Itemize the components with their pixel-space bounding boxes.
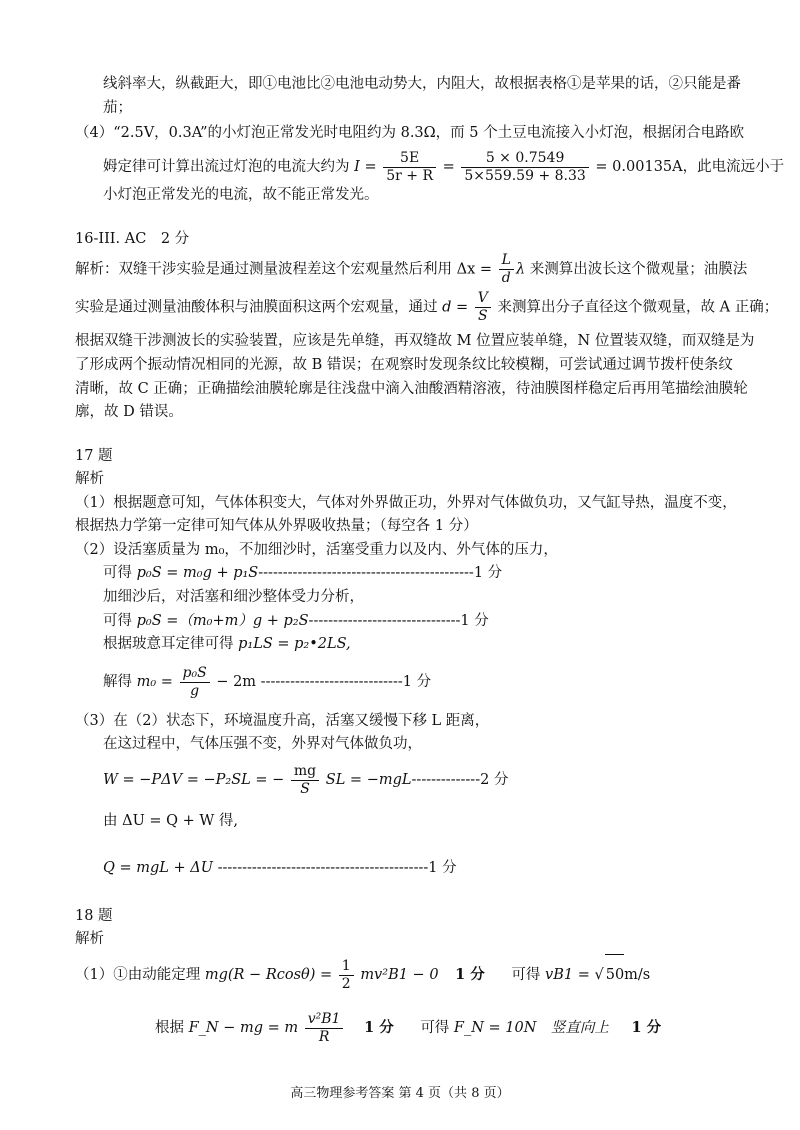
fraction (461, 150, 588, 185)
denominator: g (190, 682, 200, 699)
numerator: 1 (339, 958, 354, 976)
text-line: 廓，故 D 错误。 (75, 404, 183, 420)
text: 可得 (103, 565, 132, 581)
math: vB1 = (545, 967, 590, 983)
denominator: d (501, 270, 511, 286)
text: 解析：双缝干涉实验是通过测量波程差这个宏观量然后利用 (75, 261, 452, 278)
denominator: 5r + R (386, 167, 433, 184)
text-line: 解析 (75, 931, 104, 947)
fraction (383, 150, 436, 185)
math: p₁LS = p₂•2LS, (238, 636, 351, 652)
text: 解得 (103, 674, 132, 690)
radicand: 50 (605, 954, 624, 995)
text-line: 茄； (103, 100, 132, 116)
score-leader: -------------------------------1 分 (308, 613, 489, 629)
formula-line (103, 634, 351, 654)
formula-line (155, 1006, 661, 1050)
text-line: （2）设活塞质量为 m₀，不加细沙时，活塞受重力以及内、外气体的压力， (75, 542, 558, 558)
numerator: L (499, 252, 514, 270)
fraction (499, 252, 514, 287)
math: I = (354, 159, 377, 175)
numerator: v²B1 (305, 1011, 344, 1029)
math: d = (442, 299, 469, 316)
text-line: 加细沙后，对活塞和细沙整体受力分析， (103, 589, 364, 605)
text-line: 解析 (75, 471, 104, 487)
fraction (475, 290, 491, 325)
text: 实验是通过测量油酸体积与油膜面积这两个宏观量，通过 (75, 299, 438, 316)
section-heading: 17 题 (75, 448, 113, 464)
text-line: 线斜率大，纵截距大，即①电池比②电池电动势大，内阻大，故根据表格①是苹果的话，②只能是番 (103, 76, 741, 92)
math: SL = −mgL (325, 772, 412, 788)
text: 姆定律可计算出流过灯泡的电流大约为 (103, 159, 350, 175)
text: 可得 (420, 1020, 450, 1036)
text-line: 了形成两个振动情况相同的光源，故 B 错误；在观察时发现条纹比较模糊，可尝试通过调节拨杆使条纹 (75, 357, 733, 373)
denominator: R (318, 1028, 330, 1045)
score: 1 分 (364, 1019, 394, 1036)
section-heading: 16-III. AC 2 分 (75, 231, 190, 247)
text-line: （3）在（2）状态下，环境温度升高，活塞又缓慢下移 L 距离， (75, 713, 490, 729)
math: Q = mgL + ΔU (103, 860, 213, 876)
denominator: 5×559.59 + 8.33 (464, 167, 586, 184)
formula-line (75, 954, 650, 995)
formula-line (103, 611, 489, 631)
math: F_N = 10N 竖直向上 (453, 1020, 609, 1036)
page-footer: 高三物理参考答案 第 4 页（共 8 页） (290, 1086, 510, 1101)
denominator: 2 (341, 975, 351, 992)
math: − 2m (216, 674, 257, 690)
numerator: mg (291, 763, 319, 781)
math: Δx = (456, 261, 493, 278)
formula-line: 由 ΔU = Q + W 得, (103, 813, 239, 829)
math: √ 50 (594, 967, 624, 983)
text: 来测算出分子直径这个微观量，故 A 正确； (497, 299, 779, 316)
math: λ (515, 261, 526, 278)
math: W = −PΔV = −P₂SL = − (103, 772, 285, 788)
text: 可得 (103, 613, 132, 629)
math: mg(R − Rcosθ) = (204, 967, 333, 983)
math: m₀ = (136, 674, 173, 690)
formula-line (103, 858, 457, 878)
formula-line (103, 563, 502, 583)
text-line: （4）“2.5V，0.3A”的小灯泡正常发光时电阻约为 8.3Ω，而 5 个土豆电流接入小灯泡，根据闭合电路欧 (75, 125, 745, 141)
text-line: 清晰，故 C 正确；正确描绘油膜轮廓是往浅盘中滴入油酸酒精溶液，待油膜图样稳定后再用笔描绘油膜轮 (75, 381, 748, 397)
text: 根据 (155, 1020, 184, 1036)
score-leader: --------------------------------------------1 分 (258, 565, 503, 581)
text-line: 根据热力学第一定律可知气体从外界吸收热量；（每空各 1 分） (75, 518, 478, 534)
section-heading: 18 题 (75, 908, 113, 924)
math: p₀S = m₀g + p₁S (136, 565, 259, 581)
numerator: p₀S (180, 665, 210, 683)
fraction (339, 958, 354, 993)
numerator: 5E (383, 150, 436, 168)
score-leader: --------------2 分 (411, 772, 509, 788)
text-line: 根据双缝干涉测波长的实验装置，应该是先单缝，再双缝故 M 位置应装单缝，N 位置装双缝，而双缝是为 (75, 333, 755, 349)
formula-line (75, 252, 747, 287)
numerator: V (475, 290, 491, 308)
fraction (180, 665, 210, 700)
text-line: 小灯泡正常发光的电流，故不能正常发光。 (103, 187, 379, 203)
formula-line (75, 290, 778, 325)
math: = (442, 159, 455, 175)
fraction (291, 763, 319, 798)
text: （1）①由动能定理 (75, 967, 201, 983)
denominator: S (478, 308, 488, 324)
text: 来测算出波长这个微观量；油膜法 (529, 261, 748, 278)
formula-line (103, 147, 784, 187)
math: mv²B1 − 0 (360, 967, 439, 983)
formula-line (103, 660, 431, 704)
formula-line (103, 758, 508, 802)
score: 1 分 (455, 966, 485, 983)
score-leader: -------------------------------------------1 分 (217, 860, 457, 876)
text-line: （1）根据题意可知，气体体积变大，气体对外界做正功，外界对气体做负功，又气缸导热，温度不变， (75, 495, 737, 511)
unit: m/s (624, 967, 651, 983)
math: F_N − mg = m (188, 1020, 299, 1036)
text: 可得 (511, 967, 541, 983)
score: 1 分 (631, 1019, 662, 1036)
text: = 0.00135A，此电流远小于 (595, 159, 785, 175)
score-leader: -----------------------------1 分 (260, 674, 432, 690)
text: 根据玻意耳定律可得 (103, 636, 234, 652)
text-line: 在这过程中，气体压强不变，外界对气体做负功， (103, 736, 422, 752)
fraction (305, 1011, 344, 1046)
denominator: S (300, 780, 310, 797)
math: p₀S =（m₀+m）g + p₂S (136, 613, 309, 629)
numerator: 5 × 0.7549 (461, 150, 588, 168)
